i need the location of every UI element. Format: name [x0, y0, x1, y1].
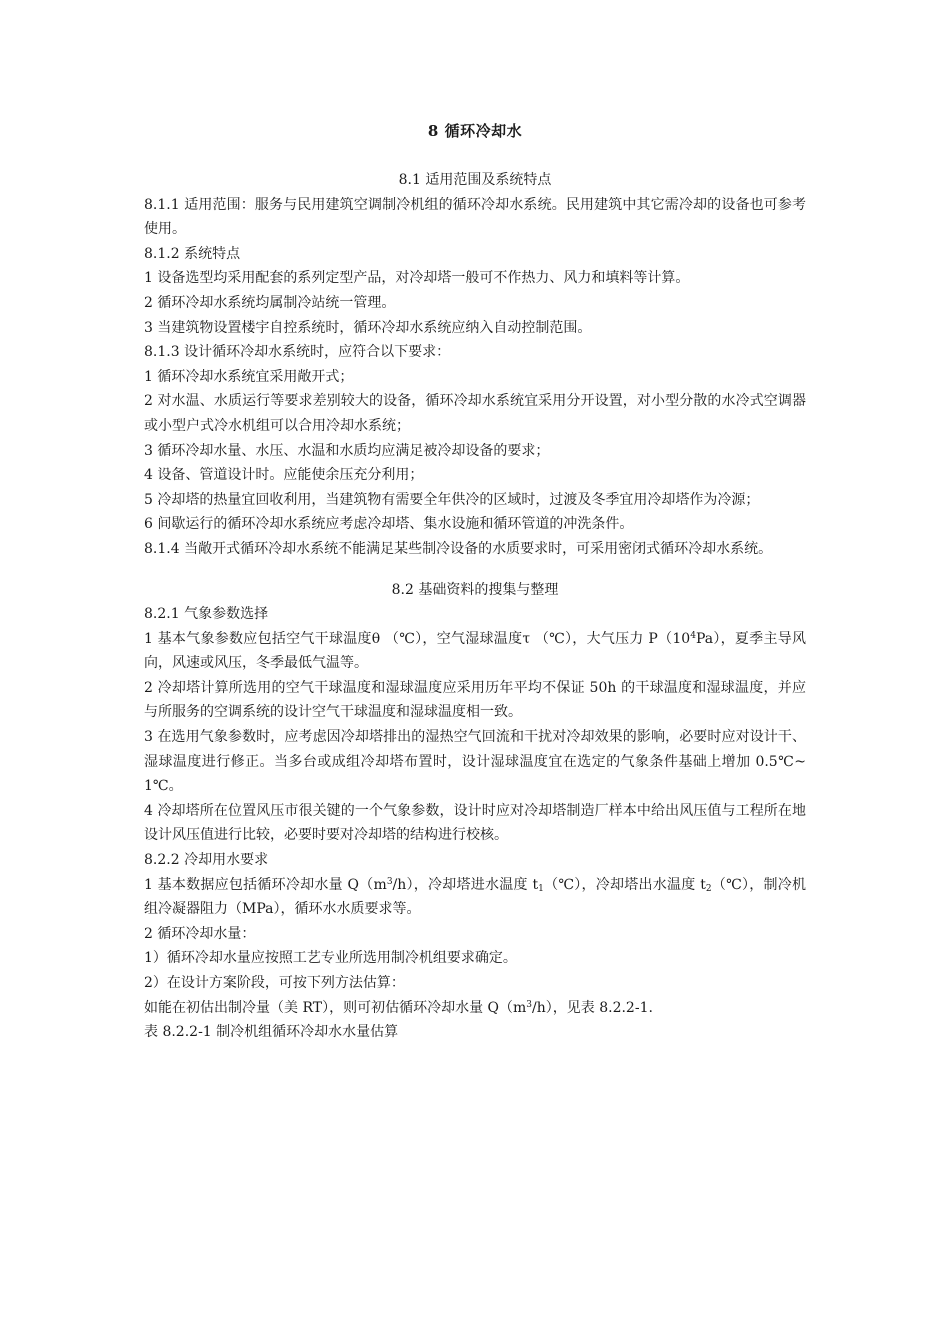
list-item-8-2-1-4: 4 冷却塔所在位置风压市很关键的一个气象参数，设计时应对冷却塔制造厂样本中给出风压值与工程所在地设计风压值进行比较，必要时要对冷却塔的结构进行校核。	[144, 802, 806, 844]
text-run: /h），冷却塔进水温度 t	[392, 876, 539, 893]
heading-8-2-2: 8.2.2 冷却用水要求	[144, 852, 269, 869]
superscript: 4	[690, 630, 696, 641]
text-run: 如能在初估出制冷量（美 RT），则可初估循环冷却水量 Q（m	[144, 999, 527, 1016]
text-run: /h），见表 8.2.2-1.	[532, 999, 653, 1016]
text-run: Pa），夏季主导风向，风速或风压，冬季最低气温等。	[144, 630, 807, 672]
superscript: 3	[386, 876, 393, 887]
text-run: （℃），冷却塔出水温度 t	[543, 876, 706, 893]
table-caption: 表 8.2.2-1 制冷机组循环冷却水水量估算	[144, 1024, 399, 1041]
list-item-8-2-2-2-1: 1）循环冷却水量应按照工艺专业所选用制冷机组要求确定。	[144, 950, 517, 967]
heading-8-1-3: 8.1.3 设计循环冷却水系统时，应符合以下要求：	[144, 344, 451, 361]
text-run: （℃），制冷机组冷凝器阻力（MPa），循环水水质要求等。	[144, 876, 806, 918]
heading-8-2-1: 8.2.1 气象参数选择	[144, 606, 269, 623]
paragraph-8-1-4: 8.1.4 当敞开式循环冷却水系统不能满足某些制冷设备的水质要求时，可采用密闭式循环冷却水系统。	[144, 540, 773, 557]
list-item-8-1-3-2: 2 对水温、水质运行等要求差别较大的设备，循环冷却水系统宜采用分开设置，对小型分散的水冷式空调器或小型户式冷水机组可以合用冷却水系统；	[144, 393, 806, 434]
subscript: 2	[705, 883, 712, 894]
section-spacer	[144, 562, 806, 578]
list-item-8-1-3-4: 4 设备、管道设计时。应能使余压充分利用；	[144, 467, 424, 484]
list-item-8-1-3-3: 3 循环冷却水量、水压、水温和水质均应满足被冷却设备的要求；	[144, 442, 550, 459]
text-run: 1 基本数据应包括循环冷却水量 Q（m	[144, 876, 387, 893]
text-run: 1 基本气象参数应包括空气干球温度θ （℃），空气湿球温度τ （℃），大气压力 P（10	[144, 630, 691, 647]
list-item-8-2-1-1	[144, 627, 806, 676]
list-item-8-1-3-5: 5 冷却塔的热量宜回收利用，当建筑物有需要全年供冷的区域时，过渡及冬季宜用冷却塔作为冷源；	[144, 491, 760, 508]
list-item-8-2-2-2-2: 2）在设计方案阶段，可按下列方法估算：	[144, 975, 405, 991]
heading-8-1-2: 8.1.2 系统特点	[144, 245, 241, 262]
paragraph-estimate	[144, 996, 806, 1021]
list-item-8-2-1-3: 3 在选用气象参数时，应考虑因冷却塔排出的湿热空气回流和干扰对冷却效果的影响，必要时应对设计干、湿球温度进行修正。当多台或成组冷却塔布置时，设计湿球温度宜在选定的气象条件基础上增加 0.5℃~1℃。	[144, 729, 806, 795]
list-item-8-2-2-2: 2 循环冷却水量：	[144, 925, 256, 942]
list-item-8-1-3-1: 1 循环冷却水系统宜采用敞开式；	[144, 368, 354, 385]
section-title-8-1: 8.1 适用范围及系统特点	[398, 172, 552, 188]
section-title-8-2: 8.2 基础资料的搜集与整理	[391, 581, 559, 598]
list-item-8-2-1-2: 2 冷却塔计算所选用的空气干球温度和湿球温度应采用历年平均不保证 50h 的干球温度和湿球温度，并应与所服务的空调系统的设计空气干球温度和湿球温度相一致。	[144, 679, 806, 721]
list-item-8-1-2-1: 1 设备选型均采用配套的系列定型产品，对冷却塔一般可不作热力、风力和填料等计算。	[144, 270, 690, 287]
chapter-title: 8 循环冷却水	[427, 122, 523, 140]
paragraph-8-1-1: 8.1.1 适用范围：服务与民用建筑空调制冷机组的循环冷却水系统。民用建筑中其它需冷却的设备也可参考使用。	[144, 196, 806, 238]
superscript: 3	[526, 999, 533, 1010]
list-item-8-1-2-3: 3 当建筑物设置楼宇自控系统时，循环冷却水系统应纳入自动控制范围。	[144, 319, 592, 336]
list-item-8-1-3-6: 6 间歇运行的循环冷却水系统应考虑冷却塔、集水设施和循环管道的冲洗条件。	[144, 516, 634, 533]
document-body	[144, 118, 806, 1045]
list-item-8-2-2-1	[144, 873, 806, 922]
subscript: 1	[538, 883, 544, 894]
list-item-8-1-2-2: 2 循环冷却水系统均属制冷站统一管理。	[144, 294, 396, 311]
